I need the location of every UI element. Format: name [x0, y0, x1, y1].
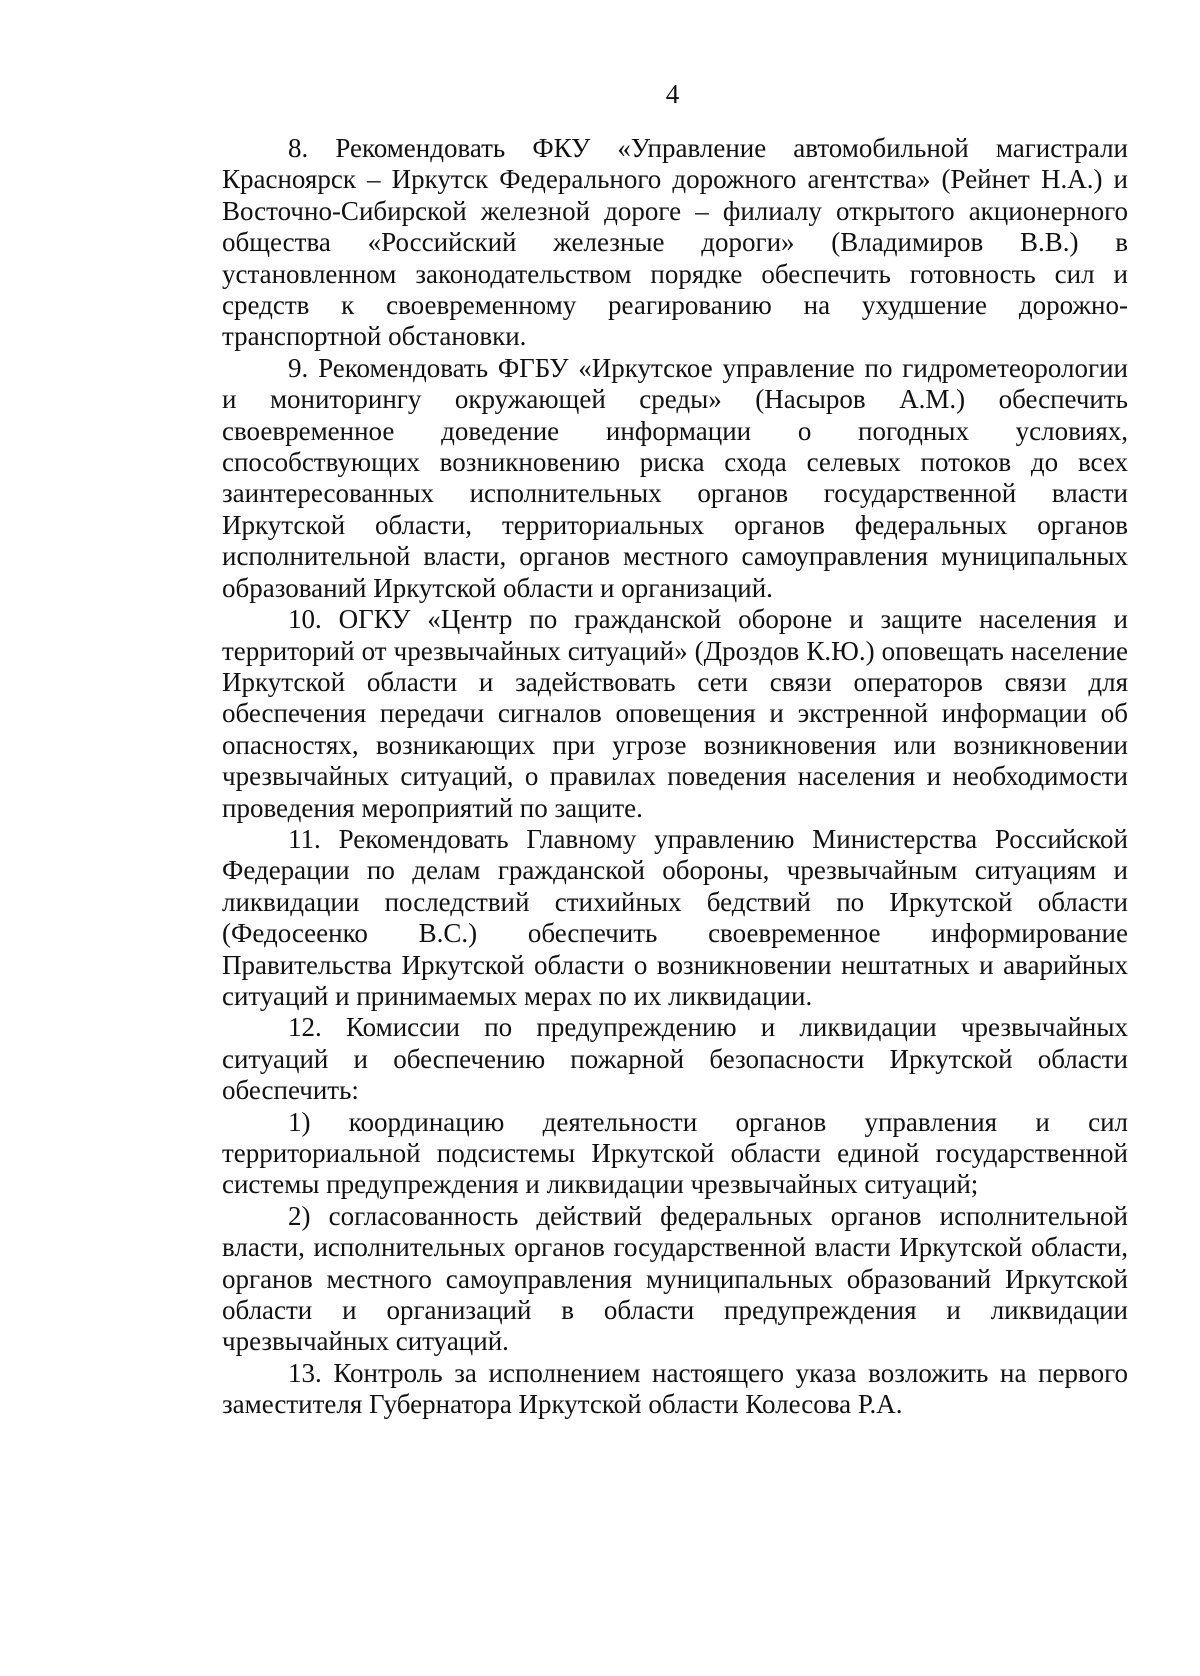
paragraph-12-item-2: 2) согласованность действий федеральных органов исполнительной власти, исполнительных органов государственной власти Иркутской области, органов местного самоуправления муниципальных образований Иркутской области и организаций в области предупреждения и ликвидации чрезвычайных ситуаций. — [222, 1200, 1128, 1357]
paragraph-12: 12. Комиссии по предупреждению и ликвидации чрезвычайных ситуаций и обеспечению пожарной безопасности Иркутской области обеспечить: — [222, 1012, 1128, 1106]
paragraph-10: 10. ОГКУ «Центр по гражданской обороне и защите населения и территорий от чрезвычайных ситуаций» (Дроздов К.Ю.) оповещать население Иркутской области и задействовать сети связи операторов связи для обеспечения передачи сигналов оповещения и экстренной информации об опасностях, возникающих при угрозе возникновения или возникновении чрезвычайных ситуаций, о правилах поведения населения и необходимости проведения мероприятий по защите. — [222, 604, 1128, 823]
document-body — [222, 133, 1128, 1421]
paragraph-8: 8. Рекомендовать ФКУ «Управление автомобильной магистрали Красноярск – Иркутск Федерального дорожного агентства» (Рейнет Н.А.) и Восточно-Сибирской железной дороге – филиалу открытого акционерного общества «Российский железные дороги» (Владимиров В.В.) в установленном законодательством порядке обеспечить готовность сил и средств к своевременному реагированию на ухудшение дорожно-транспортной обстановки. — [222, 133, 1128, 352]
paragraph-11: 11. Рекомендовать Главному управлению Министерства Российской Федерации по делам гражданской обороны, чрезвычайным ситуациям и ликвидации последствий стихийных бедствий по Иркутской области (Федосеенко В.С.) обеспечить своевременное информирование Правительства Иркутской области о возникновении нештатных и аварийных ситуаций и принимаемых мерах по их ликвидации. — [222, 823, 1128, 1011]
paragraph-13: 13. Контроль за исполнением настоящего указа возложить на первого заместителя Губернатора Иркутской области Колесова Р.А. — [222, 1357, 1128, 1420]
paragraph-9: 9. Рекомендовать ФГБУ «Иркутское управление по гидрометеорологии и мониторингу окружающей среды» (Насыров А.М.) обеспечить своевременное доведение информации о погодных условиях, способствующих возникновению риска схода селевых потоков до всех заинтересованных исполнительных органов государственной власти Иркутской области, территориальных органов федеральных органов исполнительной власти, органов местного самоуправления муниципальных образований Иркутской области и организаций. — [222, 352, 1128, 603]
paragraph-12-item-1: 1) координацию деятельности органов управления и сил территориальной подсистемы Иркутской области единой государственной системы предупреждения и ликвидации чрезвычайных ситуаций; — [222, 1106, 1128, 1200]
page-number: 4 — [665, 79, 680, 109]
